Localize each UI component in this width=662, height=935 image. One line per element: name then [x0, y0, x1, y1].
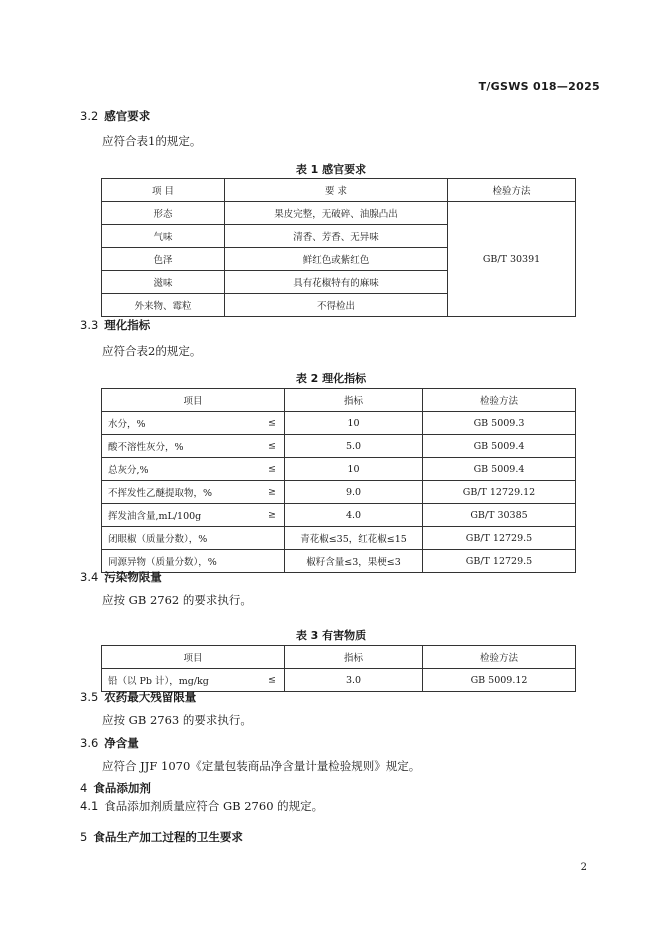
- item-cell: 色泽: [102, 248, 225, 271]
- method-cell: GB/T 30391: [448, 202, 576, 317]
- table-2-caption: 表 2 理化指标: [295, 372, 367, 385]
- item-cell: 气味: [102, 225, 225, 248]
- item-label: 铅（以 Pb 计），mg/kg: [108, 676, 209, 687]
- table-row: [102, 550, 576, 573]
- operator-symbol: ≤: [268, 440, 276, 452]
- section-title: 食品添加剂: [93, 781, 151, 795]
- table-row: [102, 202, 576, 225]
- document-number: T/GSWS 018—2025: [478, 80, 600, 93]
- section-number: 5: [80, 830, 88, 844]
- requirement-cell: 不得检出: [225, 294, 448, 317]
- section-number: 3.5: [80, 690, 99, 704]
- table-header-cell: 检验方法: [448, 179, 576, 202]
- section-3-5-heading: [80, 689, 196, 705]
- section-number: 3.4: [80, 570, 99, 584]
- section-title: 理化指标: [104, 318, 151, 332]
- method-cell: GB 5009.12: [423, 669, 576, 692]
- table-1-caption: 表 1 感官要求: [295, 163, 367, 176]
- value-cell: 4.0: [285, 504, 423, 527]
- section-5-heading: [80, 829, 243, 845]
- section-number: 3.3: [80, 318, 99, 332]
- item-cell: [102, 435, 285, 458]
- section-title: 污染物限量: [104, 570, 162, 584]
- table-2: [101, 388, 576, 573]
- value-cell: 青花椒≤35，红花椒≤15: [285, 527, 423, 550]
- table-row: [102, 481, 576, 504]
- section-text: 食品添加剂质量应符合 GB 2760 的规定。: [104, 799, 324, 813]
- operator-symbol: ≥: [268, 486, 276, 498]
- item-label: 闭眼椒（质量分数），%: [108, 534, 208, 545]
- table-header-cell: 项目: [102, 646, 285, 669]
- section-3-2-heading: [80, 108, 150, 124]
- item-cell: [102, 504, 285, 527]
- table-header-cell: 指标: [285, 389, 423, 412]
- table-header-row: [102, 179, 576, 202]
- section-3-3-text: 应符合表2的规定。: [102, 344, 202, 358]
- method-cell: GB 5009.3: [423, 412, 576, 435]
- section-number: 3.6: [80, 736, 99, 750]
- section-title: 感官要求: [104, 109, 151, 123]
- item-cell: [102, 458, 285, 481]
- section-3-6-heading: [80, 735, 139, 751]
- section-title: 农药最大残留限量: [104, 690, 197, 704]
- item-label: 同源异物（质量分数），%: [108, 557, 217, 568]
- table-row: [102, 527, 576, 550]
- table-header-row: [102, 646, 576, 669]
- value-cell: 椒籽含量≤3，果梗≤3: [285, 550, 423, 573]
- section-3-2-text: 应符合表1的规定。: [102, 134, 202, 148]
- table-row: [102, 412, 576, 435]
- operator-symbol: ≥: [268, 509, 276, 521]
- table-header-cell: 要 求: [225, 179, 448, 202]
- table-row: [102, 435, 576, 458]
- table-header-cell: 项 目: [102, 179, 225, 202]
- requirement-cell: 具有花椒特有的麻味: [225, 271, 448, 294]
- operator-symbol: ≤: [268, 674, 276, 686]
- table-header-row: [102, 389, 576, 412]
- table-header-cell: 检验方法: [423, 646, 576, 669]
- table-header-cell: 指标: [285, 646, 423, 669]
- section-number: 4.1: [80, 799, 99, 813]
- method-cell: GB/T 12729.5: [423, 527, 576, 550]
- table-row: [102, 458, 576, 481]
- operator-symbol: ≤: [268, 417, 276, 429]
- item-cell: 形态: [102, 202, 225, 225]
- item-cell: 滋味: [102, 271, 225, 294]
- section-number: 4: [80, 781, 88, 795]
- section-3-4-text: 应按 GB 2762 的要求执行。: [102, 593, 252, 607]
- item-label: 酸不溶性灰分，%: [108, 442, 184, 453]
- table-header-cell: 检验方法: [423, 389, 576, 412]
- method-cell: GB 5009.4: [423, 458, 576, 481]
- requirement-cell: 果皮完整，无破碎、油腺凸出: [225, 202, 448, 225]
- item-label: 不挥发性乙醚提取物，%: [108, 488, 213, 499]
- section-3-3-heading: [80, 317, 150, 333]
- value-cell: 3.0: [285, 669, 423, 692]
- table-3: [101, 645, 576, 692]
- section-3-6-text: 应符合 JJF 1070《定量包装商品净含量计量检验规则》规定。: [102, 759, 421, 773]
- requirement-cell: 鲜红色或紫红色: [225, 248, 448, 271]
- method-cell: GB 5009.4: [423, 435, 576, 458]
- item-label: 水分，%: [108, 419, 146, 430]
- section-number: 3.2: [80, 109, 99, 123]
- table-row: [102, 504, 576, 527]
- value-cell: 5.0: [285, 435, 423, 458]
- method-cell: GB/T 12729.12: [423, 481, 576, 504]
- item-cell: [102, 481, 285, 504]
- table-3-caption: 表 3 有害物质: [295, 629, 367, 642]
- item-cell: [102, 412, 285, 435]
- section-title: 净含量: [104, 736, 139, 750]
- operator-symbol: ≤: [268, 463, 276, 475]
- table-header-cell: 项目: [102, 389, 285, 412]
- value-cell: 10: [285, 458, 423, 481]
- item-label: 总灰分,%: [108, 465, 149, 476]
- method-cell: GB/T 30385: [423, 504, 576, 527]
- requirement-cell: 清香、芳香、无异味: [225, 225, 448, 248]
- section-3-4-heading: [80, 569, 162, 585]
- method-cell: GB/T 12729.5: [423, 550, 576, 573]
- table-1: [101, 178, 576, 317]
- item-cell: [102, 527, 285, 550]
- value-cell: 9.0: [285, 481, 423, 504]
- item-label: 挥发油含量,mL/100g: [108, 511, 202, 522]
- section-title: 食品生产加工过程的卫生要求: [93, 830, 243, 844]
- section-4-heading: [80, 780, 151, 796]
- section-3-5-text: 应按 GB 2763 的要求执行。: [102, 713, 252, 727]
- section-4-1-text: [80, 798, 323, 814]
- value-cell: 10: [285, 412, 423, 435]
- item-cell: 外来物、霉粒: [102, 294, 225, 317]
- page-number: 2: [580, 862, 587, 873]
